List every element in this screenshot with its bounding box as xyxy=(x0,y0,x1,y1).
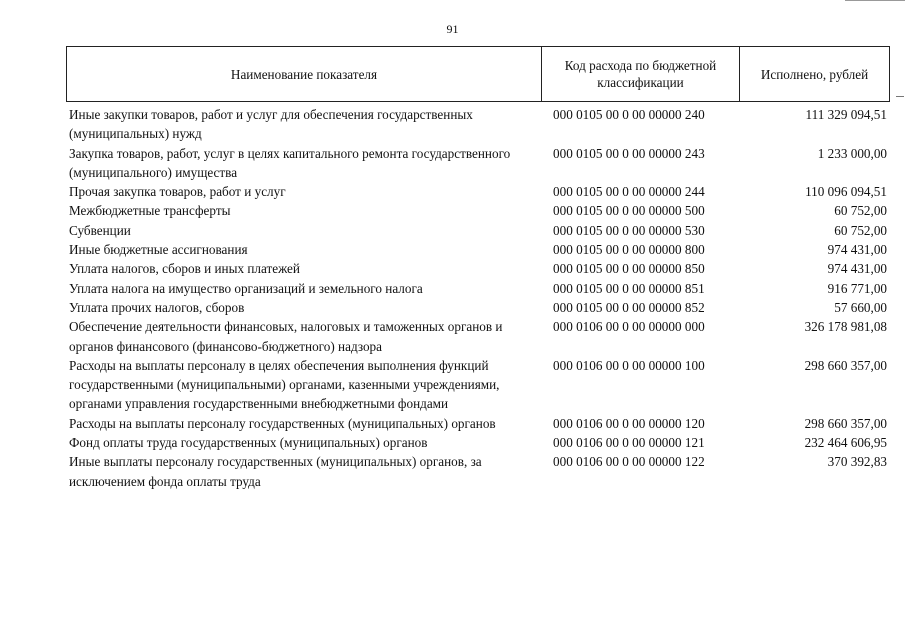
row-amount: 916 771,00 xyxy=(827,280,887,296)
table-row xyxy=(69,201,887,220)
row-name: Иные выплаты персоналу государственных (муниципальных) органов, за исключением фонда оплаты труда xyxy=(69,454,482,489)
table-row xyxy=(69,240,887,259)
table-row xyxy=(69,144,887,183)
row-name: Закупка товаров, работ, услуг в целях капитального ремонта государственного (муниципального) имущества xyxy=(69,145,511,180)
header-amount: Исполнено, рублей xyxy=(760,66,869,82)
row-amount: 974 431,00 xyxy=(827,242,887,258)
table-row xyxy=(69,452,887,491)
row-name: Иные бюджетные ассигнования xyxy=(69,242,248,258)
header-name: Наименование показателя xyxy=(67,47,542,101)
row-name: Межбюджетные трансферты xyxy=(69,203,231,219)
row-name: Уплата прочих налогов, сборов xyxy=(69,299,245,315)
row-code: 000 0105 00 0 00 00000 243 xyxy=(553,145,705,161)
row-name: Расходы на выплаты персоналу в целях обеспечения выполнения функций государственными (муниципальными) органами, казенными учреждениями, органами управления государственными внебюджетными фондами xyxy=(69,357,500,412)
table-row xyxy=(69,356,887,414)
table-body xyxy=(69,105,887,491)
table-row xyxy=(69,105,887,144)
row-code: 000 0106 00 0 00 00000 000 xyxy=(553,319,705,335)
table-row xyxy=(69,182,887,201)
row-code: 000 0105 00 0 00 00000 240 xyxy=(553,107,705,122)
row-code: 000 0106 00 0 00 00000 100 xyxy=(553,357,705,373)
row-code: 000 0105 00 0 00 00000 244 xyxy=(553,184,705,200)
row-amount: 60 752,00 xyxy=(834,203,887,219)
scan-margin-tick xyxy=(896,96,904,97)
table-row xyxy=(69,317,887,356)
table-row xyxy=(69,433,887,452)
row-name: Расходы на выплаты персоналу государственных (муниципальных) органов xyxy=(69,415,496,431)
row-name: Фонд оплаты труда государственных (муниципальных) органов xyxy=(69,435,428,451)
row-amount: 110 096 094,51 xyxy=(805,184,887,200)
row-name: Иные закупки товаров, работ и услуг для обеспечения государственных (муниципальных) нужд xyxy=(69,107,473,142)
row-code: 000 0106 00 0 00 00000 121 xyxy=(553,435,705,451)
table-row xyxy=(69,279,887,298)
row-name: Прочая закупка товаров, работ и услуг xyxy=(69,184,286,200)
row-amount: 298 660 357,00 xyxy=(804,357,887,373)
row-code: 000 0106 00 0 00 00000 122 xyxy=(553,454,705,470)
row-code: 000 0106 00 0 00 00000 120 xyxy=(553,415,705,431)
table-header xyxy=(66,46,890,102)
page-number: 91 xyxy=(446,22,459,36)
row-code: 000 0105 00 0 00 00000 851 xyxy=(553,280,705,296)
row-code: 000 0105 00 0 00 00000 850 xyxy=(553,261,705,277)
row-name: Уплата налогов, сборов и иных платежей xyxy=(69,261,300,277)
row-amount: 370 392,83 xyxy=(827,454,887,470)
table-row xyxy=(69,221,887,240)
row-amount: 60 752,00 xyxy=(834,222,887,238)
row-amount: 974 431,00 xyxy=(827,261,887,277)
row-amount: 326 178 981,08 xyxy=(804,319,887,335)
row-amount: 1 233 000,00 xyxy=(817,145,887,161)
table-row xyxy=(69,298,887,317)
row-code: 000 0105 00 0 00 00000 800 xyxy=(553,242,705,258)
row-name: Субвенции xyxy=(69,222,131,238)
scan-edge-mark xyxy=(845,0,905,1)
row-amount: 232 464 606,95 xyxy=(804,435,887,451)
row-name: Обеспечение деятельности финансовых, налоговых и таможенных органов и органов финансового (финансово-бюджетного) надзора xyxy=(69,319,503,354)
row-code: 000 0105 00 0 00 00000 530 xyxy=(553,222,705,238)
header-code: Код расхода по бюджетной классификации xyxy=(542,47,740,101)
row-name: Уплата налога на имущество организаций и земельного налога xyxy=(69,280,423,296)
row-code: 000 0105 00 0 00 00000 500 xyxy=(553,203,705,219)
table-row xyxy=(69,414,887,433)
row-amount: 111 329 094,51 xyxy=(805,107,887,122)
table-row xyxy=(69,259,887,278)
row-code: 000 0105 00 0 00 00000 852 xyxy=(553,299,705,315)
row-amount: 298 660 357,00 xyxy=(804,415,887,431)
row-amount: 57 660,00 xyxy=(834,299,887,315)
